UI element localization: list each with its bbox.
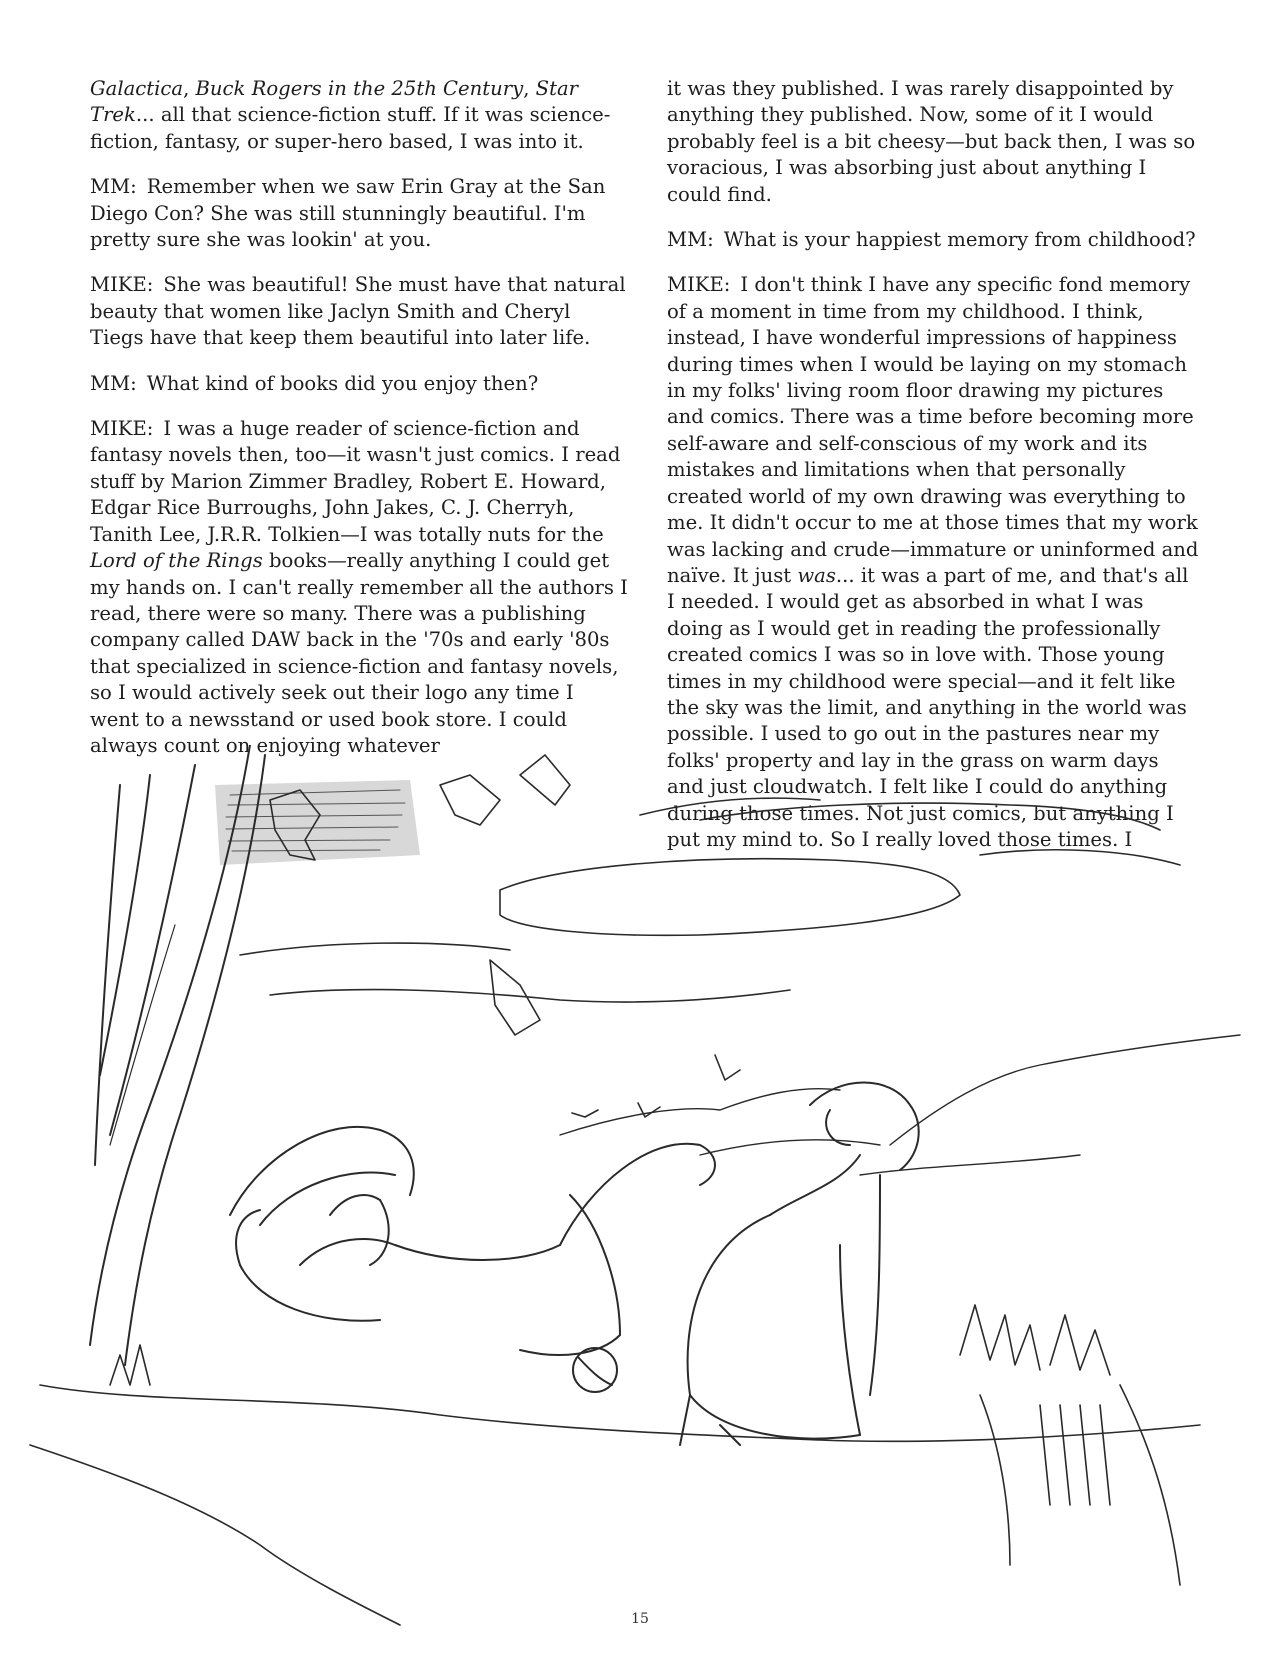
hills [560, 1035, 1240, 1175]
left-text-column [90, 76, 628, 778]
intro-paragraph: Galactica, Buck Rogers in the 25th Century, Star Trek... all that science-fiction stuff. If it was science-fiction, fantasy, or super-hero based, I was into it. [90, 77, 611, 153]
ball [573, 1348, 617, 1392]
page-number: 15 [631, 1611, 649, 1627]
title-buck-rogers: Buck Rogers in the 25th Century [195, 77, 524, 100]
speaker-label: MM: [667, 228, 714, 252]
interview-paragraph [90, 174, 628, 253]
interview-paragraph [90, 371, 628, 397]
paragraph-text: books—really anything I could get my hands on. I can't really remember all the authors I read, there were so many. There was a publishing company called DAW back in the '70s and early '80s that specialized in science-fiction and fantasy novels, so I would actively seek out their logo any time I went to a newsstand or used book store. I could always count on enjoying whatever [90, 549, 628, 757]
interview-paragraph [90, 416, 628, 759]
paragraph-text: She was beautiful! She must have that natural beauty that women like Jaclyn Smith and Cheryl Tiegs have that keep them beautiful into later life. [90, 273, 626, 350]
title-galactica: Galactica [90, 77, 184, 100]
paragraph-text: Remember when we saw Erin Gray at the San Diego Con? She was still stunningly beautiful. I'm pretty sure she was lookin' at you. [90, 175, 606, 252]
paragraph-text: ... it was a part of me, and that's all I needed. I would get as absorbed in what I was doing as I would get in reading the professionally created comics I was so in love with. Those young times in my childhood were special—and it felt like the sky was the limit, and anything in the world was possible. I used to go out in the pastures near my folks' property and lay in the grass on warm days and just cloudwatch. I felt like I could do anything during those times. Not just comics, but anything I put my mind to. So I really loved those times. I [667, 563, 1189, 851]
interview-paragraph [667, 227, 1200, 253]
pencil-sketch-illustration [0, 745, 1280, 1650]
paragraph-text: I don't think I have any specific fond memory of a moment in time from my childhood. I think, instead, I have wonderful impressions of happiness during times when I would be laying on my stomach in my folks' living room floor drawing my pictures and comics. There was a time before becoming more self-aware and self-conscious of my work and its mistakes and limitations when that personally created world of my own drawing was everything to me. It didn't occur to me at those times that my work was lacking and crude—immature or uninformed and naïve. It just [667, 273, 1199, 587]
speaker-label: MIKE: [90, 273, 154, 297]
continued-paragraph: it was they published. I was rarely disappointed by anything they published. Now, some of it I would probably feel is a bit cheesy—but back then, I was so voracious, I was absorbing just about anything I could find. [667, 77, 1196, 206]
sky-shading [215, 780, 420, 865]
speaker-label: MM: [90, 175, 137, 199]
speaker-label: MIKE: [90, 417, 154, 441]
book-title: Lord of the Rings [90, 549, 263, 573]
emphasis-word: was [797, 563, 836, 587]
speaker-label: MM: [90, 371, 137, 395]
dog-figure [680, 1083, 919, 1446]
paragraph-text: What is your happiest memory from childhood? [723, 228, 1196, 252]
boy-figure [230, 1127, 715, 1355]
speaker-label: MIKE: [667, 273, 731, 297]
birds [572, 1055, 740, 1117]
title-star-trek: Star Trek [90, 77, 579, 127]
paragraph-text: What kind of books did you enjoy then? [146, 371, 539, 395]
interview-paragraph [90, 272, 628, 351]
paragraph-text: I was a huge reader of science-fiction and fantasy novels then, too—it wasn't just comics. I read stuff by Marion Zimmer Bradley, Robert E. Howard, Edgar Rice Burroughs, John Jakes, C. J. Cherryh, Tanith Lee, J.R.R. Tolkien—I was totally nuts for the [90, 417, 621, 546]
ground [30, 1305, 1200, 1625]
